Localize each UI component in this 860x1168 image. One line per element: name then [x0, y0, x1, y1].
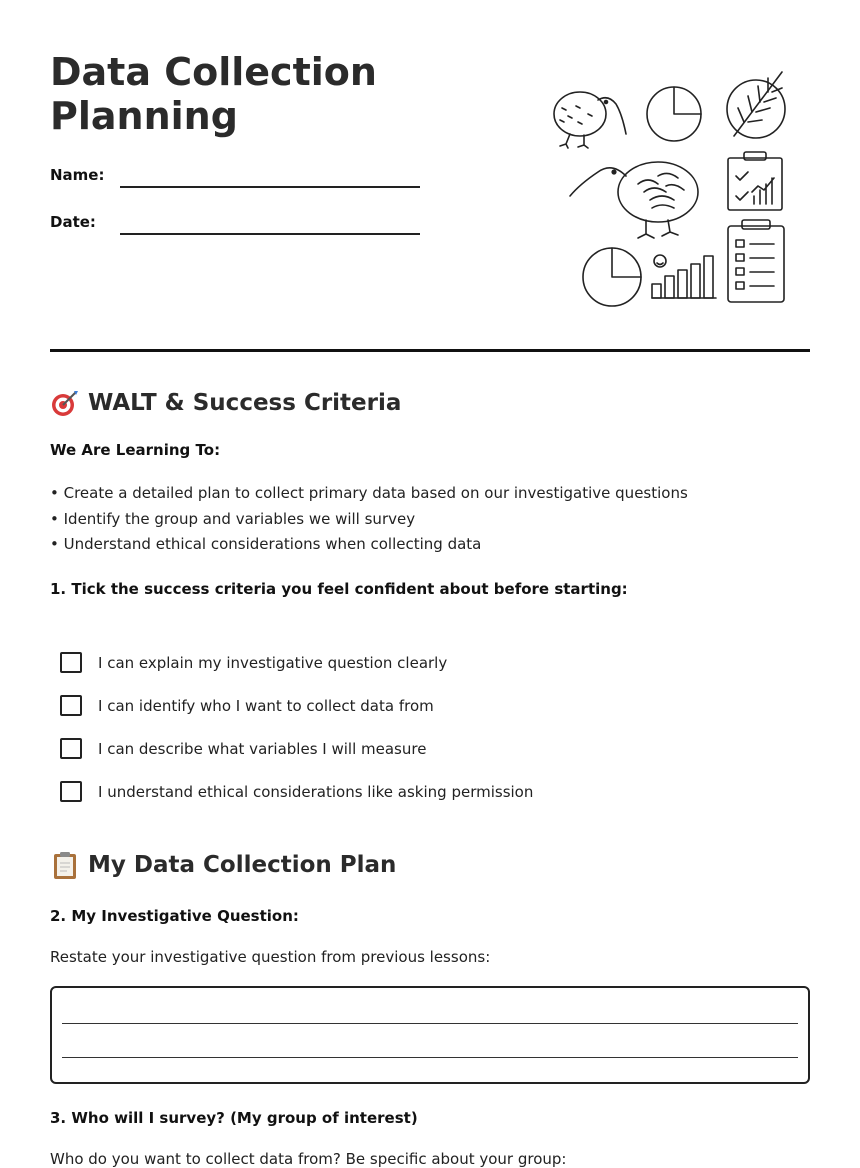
name-label: Name:	[50, 166, 105, 184]
criteria-label: I can explain my investigative question clearly	[98, 653, 448, 672]
question-1: 1. Tick the success criteria you feel confident about before starting:	[50, 580, 628, 598]
checkbox[interactable]	[60, 781, 82, 802]
list-item: • Create a detailed plan to collect primary data based on our investigative questions	[50, 481, 688, 507]
list-item: • Understand ethical considerations when collecting data	[50, 532, 688, 558]
header-illustration	[548, 64, 792, 312]
question-2-prompt: Restate your investigative question from previous lessons:	[50, 948, 491, 966]
checkbox[interactable]	[60, 738, 82, 759]
success-criteria-list	[60, 641, 760, 813]
checkbox[interactable]	[60, 652, 82, 673]
list-item: • Identify the group and variables we will survey	[50, 507, 688, 533]
fern-circle-icon	[727, 72, 785, 138]
investigative-question-answer-box[interactable]	[50, 986, 810, 1084]
question-3: 3. Who will I survey? (My group of interest)	[50, 1109, 418, 1127]
walt-heading	[50, 388, 401, 418]
walt-bullet-list	[50, 481, 688, 558]
name-field[interactable]	[50, 166, 420, 196]
learning-label: We Are Learning To:	[50, 441, 221, 459]
plan-heading-text: My Data Collection Plan	[88, 852, 397, 878]
target-dart-icon	[50, 388, 80, 418]
kiwi-large-icon	[570, 162, 698, 238]
pie-chart-small-icon	[647, 87, 701, 141]
criteria-item[interactable]	[60, 727, 760, 770]
page-title: Data Collection Planning	[50, 50, 377, 138]
header-divider	[50, 349, 810, 352]
question-3-prompt: Who do you want to collect data from? Be specific about your group:	[50, 1150, 567, 1168]
date-line[interactable]	[120, 233, 420, 235]
criteria-item[interactable]	[60, 641, 760, 684]
clipboard-icon	[50, 850, 80, 880]
walt-heading-text: WALT & Success Criteria	[88, 390, 402, 416]
plan-heading	[50, 850, 396, 880]
pie-chart-large-icon	[583, 248, 641, 306]
writing-line	[62, 1057, 798, 1058]
name-line[interactable]	[120, 186, 420, 188]
criteria-label: I can identify who I want to collect data from	[98, 696, 434, 715]
criteria-label: I can describe what variables I will measure	[98, 739, 427, 758]
clipboard-chart-icon	[728, 152, 782, 210]
kiwi-small-icon	[554, 92, 626, 148]
question-2: 2. My Investigative Question:	[50, 907, 299, 925]
criteria-label: I understand ethical considerations like asking permission	[98, 782, 534, 801]
checklist-clipboard-icon	[728, 220, 784, 302]
date-field[interactable]	[50, 213, 420, 243]
writing-line	[62, 1023, 798, 1024]
criteria-item[interactable]	[60, 684, 760, 727]
date-label: Date:	[50, 213, 96, 231]
bar-chart-icon	[652, 255, 716, 298]
checkbox[interactable]	[60, 695, 82, 716]
criteria-item[interactable]	[60, 770, 760, 813]
